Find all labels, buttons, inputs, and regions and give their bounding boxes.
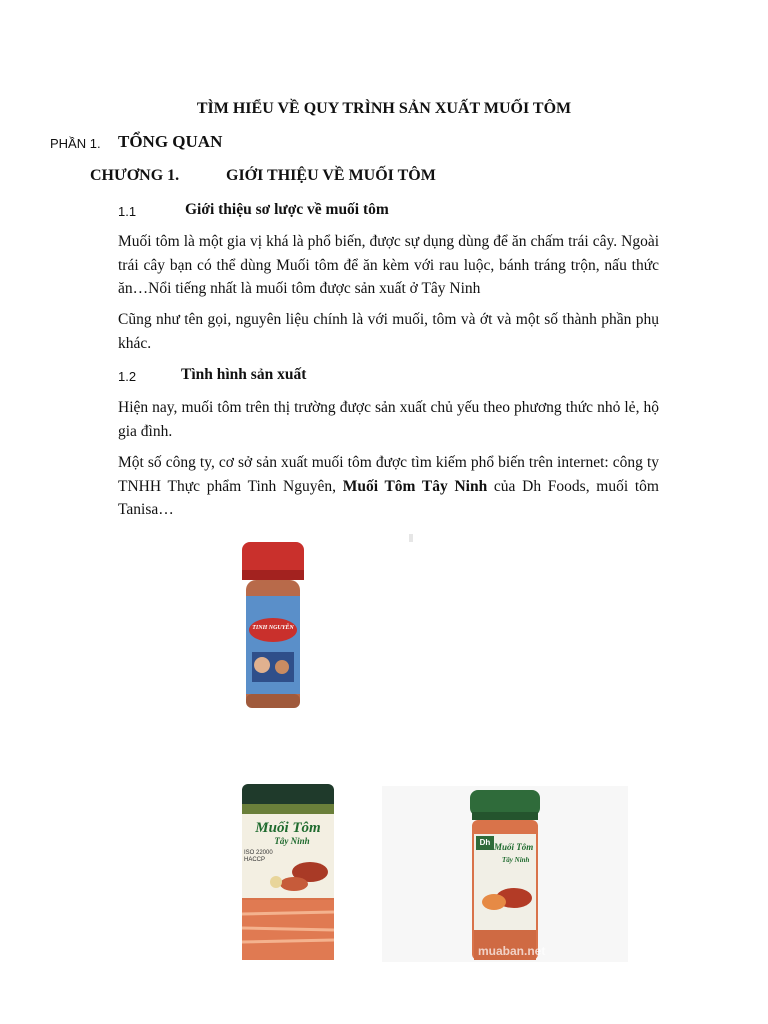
jar-label: TINH NGUYÊN [252, 625, 294, 631]
jar-label-sub: Tây Ninh [502, 856, 530, 864]
part-number: PHẦN 1. [50, 136, 101, 151]
chapter-number: CHƯƠNG 1. [90, 167, 180, 184]
brand-badge: Dh [476, 836, 494, 850]
watermark: muaban.net [478, 944, 546, 958]
product-image-dh-foods [382, 786, 628, 962]
jar-label-main: Muối Tôm [494, 842, 534, 852]
part-title: TỔNG QUAN [118, 132, 223, 151]
section-1-1-title: Giới thiệu sơ lược về muối tôm [185, 201, 389, 218]
jar-cert-2: HACCP [244, 857, 266, 863]
jar-cert: ISO 22000 [244, 850, 273, 856]
jar-label-sub: Tây Ninh [274, 836, 310, 846]
companies-outro: của Dh Foods, muối tôm Tanisa… [118, 477, 659, 518]
chapter-title: GIỚI THIỆU VỀ MUỐI TÔM [226, 167, 436, 184]
paragraph: Cũng như tên gọi, nguyên liệu chính là với muối, tôm và ớt và một số thành phần phụ khác. [118, 311, 659, 352]
section-1-2-title: Tình hình sản xuất [181, 366, 307, 383]
image-placeholder-mark [409, 534, 413, 542]
companies-intro: Một số công ty, cơ sở sản xuất muối tôm được tìm kiếm phổ biến trên internet: công ty TNHH Thực phẩm Tinh Nguyên, [118, 454, 659, 495]
paragraph-companies [118, 451, 659, 522]
section-1-2-number: 1.2 [118, 369, 137, 384]
paragraph: Hiện nay, muối tôm trên thị trường được sản xuất chủ yếu theo phương thức nhỏ lẻ, hộ gia đình. [118, 399, 659, 440]
document-title: TÌM HIỂU VỀ QUY TRÌNH SẢN XUẤT MUỐI TÔM [196, 100, 572, 117]
product-image-muoi-tom-tay-ninh [240, 784, 336, 960]
paragraph: Muối tôm là một gia vị khá là phổ biến, được sự dụng dùng để ăn chấm trái cây. Ngoài trái cây bạn có thể dùng Muối tôm để ăn kèm với rau luộc, bánh tráng trộn, nấu thức ăn…Nổi tiếng nhất là muối tôm được sản xuất ở Tây Ninh [118, 233, 659, 297]
companies-bold: Muối Tôm Tây Ninh [342, 477, 488, 495]
jar-label-main: Muối Tôm [255, 820, 321, 836]
section-1-1-number: 1.1 [118, 204, 137, 219]
product-image-tinh-nguyen [238, 540, 308, 712]
